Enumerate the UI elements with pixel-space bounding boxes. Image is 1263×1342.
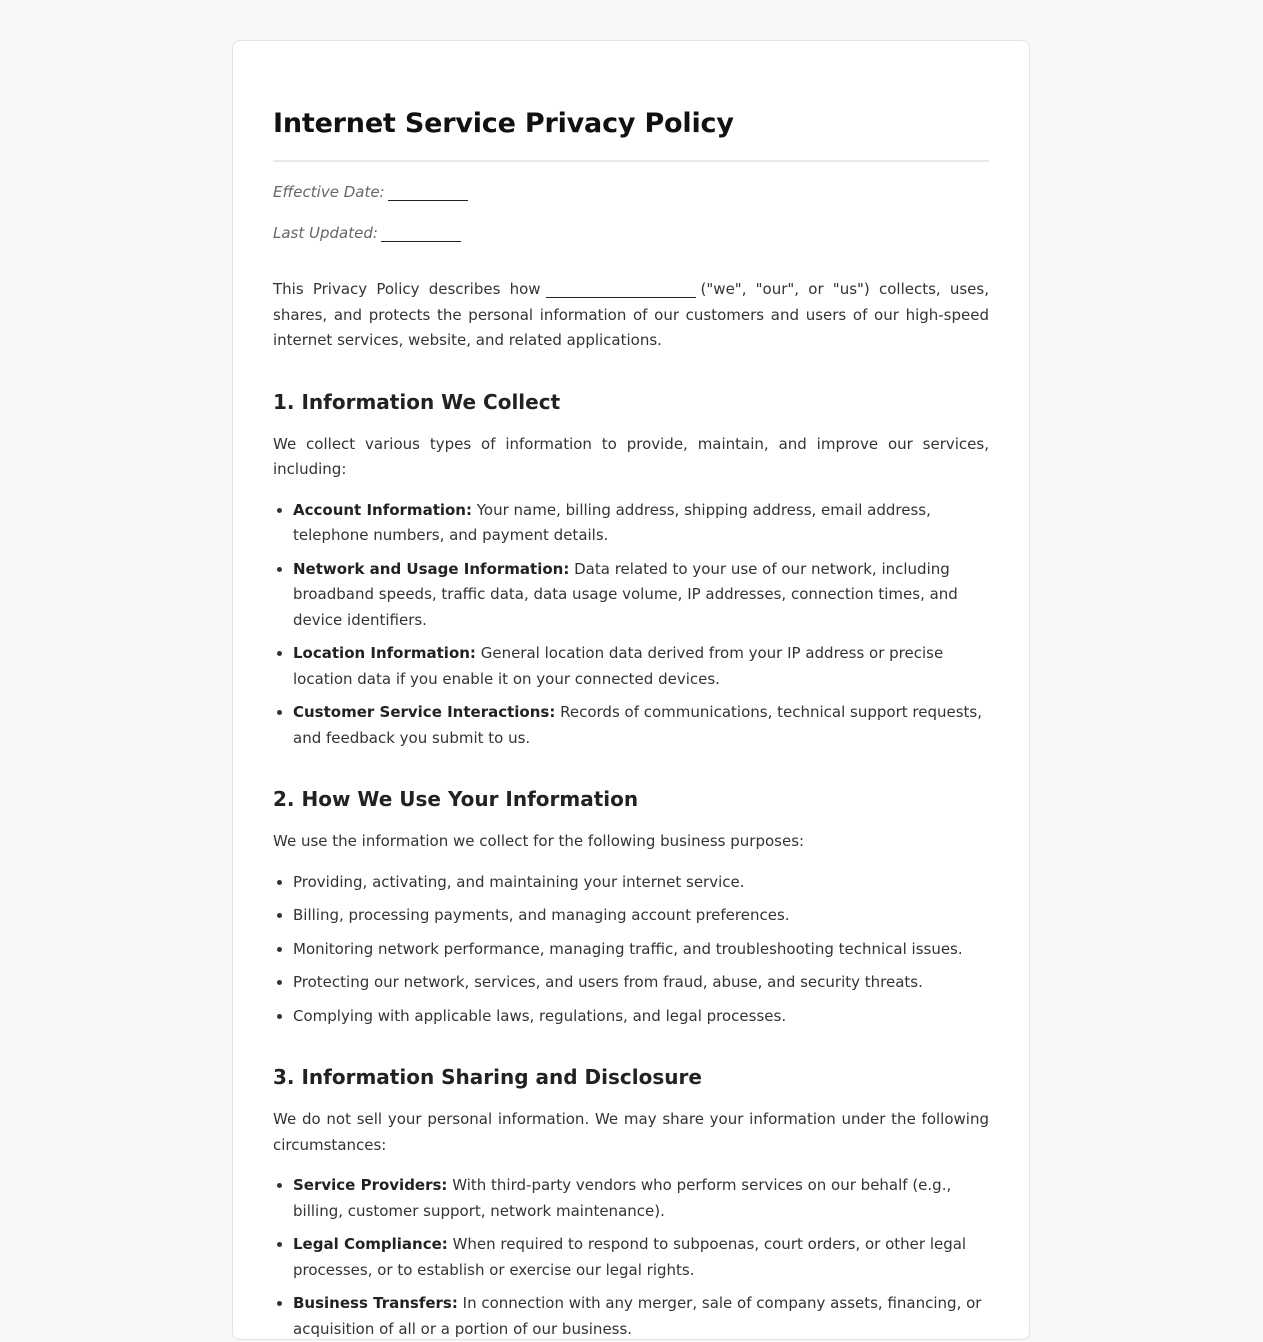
- list-item-term: Account Information:: [293, 500, 472, 519]
- list-item-text: When required to respond to subpoenas, court orders, or other legal processes, or to establish or exercise our legal rights.: [293, 1235, 967, 1279]
- intro-text-before: This Privacy Policy describes how: [273, 280, 541, 298]
- list-item-term: Service Providers:: [293, 1176, 448, 1194]
- effective-date-label: Effective Date:: [273, 183, 385, 201]
- list-item-text: General location data derived from your IP address or precise location data if you enable it on your connected devices.: [293, 644, 944, 688]
- list-item: [293, 970, 989, 996]
- list-item-text: Data related to your use of our network, including broadband speeds, traffic data, data usage volume, IP addresses, connection times, and device identifiers.: [293, 559, 958, 629]
- list-item-text: With third-party vendors who perform services on our behalf (e.g., billing, customer support, network maintenance).: [293, 1176, 952, 1220]
- bullet-list: [273, 1173, 989, 1342]
- section-lead: We use the information we collect for the following business purposes:: [273, 832, 805, 850]
- list-item-term: Network and Usage Information:: [293, 559, 570, 578]
- list-item: [293, 1291, 989, 1342]
- list-item: [293, 1232, 989, 1283]
- list-item: [293, 1004, 989, 1030]
- section-heading: 2. How We Use Your Information: [273, 787, 639, 811]
- list-item-text: Providing, activating, and maintaining your internet service.: [293, 872, 745, 891]
- section-heading: 3. Information Sharing and Disclosure: [273, 1065, 702, 1089]
- list-item-text: Records of communications, technical support requests, and feedback you submit to us.: [293, 703, 982, 747]
- list-item: [293, 700, 989, 751]
- list-item-term: Location Information:: [293, 644, 476, 662]
- list-item-term: Legal Compliance:: [293, 1235, 448, 1253]
- list-item-text: Your name, billing address, shipping address, email address, telephone numbers, and payment details.: [293, 500, 931, 544]
- list-item-text: Monitoring network performance, managing traffic, and troubleshooting technical issues.: [293, 939, 963, 958]
- list-item-text: Billing, processing payments, and managing account preferences.: [293, 906, 790, 924]
- last-updated-label: Last Updated:: [273, 224, 378, 242]
- policy-card: [232, 40, 1030, 1340]
- title-divider: [273, 160, 989, 162]
- list-item-term: Business Transfers:: [293, 1294, 458, 1312]
- last-updated-blank: [381, 240, 461, 242]
- list-item: [293, 641, 989, 692]
- list-item-text: Protecting our network, services, and users from fraud, abuse, and security threats.: [293, 973, 923, 991]
- effective-date-blank: [388, 199, 468, 201]
- list-item: [293, 1173, 989, 1224]
- section-lead: We do not sell your personal information. We may share your information under the following circumstances:: [273, 1110, 989, 1154]
- list-item-text: Complying with applicable laws, regulations, and legal processes.: [293, 1006, 787, 1025]
- company-name-blank: [546, 296, 696, 298]
- bullet-list: [273, 870, 989, 1030]
- list-item-term: Customer Service Interactions:: [293, 703, 556, 721]
- section-heading: 1. Information We Collect: [273, 389, 561, 414]
- list-item: [293, 903, 989, 929]
- list-item: [293, 937, 989, 963]
- list-item: [293, 498, 989, 549]
- list-item-text: In connection with any merger, sale of company assets, financing, or acquisition of all or a portion of our business.: [293, 1294, 982, 1338]
- list-item: [293, 870, 989, 896]
- intro-paragraph: [273, 277, 989, 354]
- page-title: Internet Service Privacy Policy: [273, 108, 734, 139]
- list-item: [293, 557, 989, 634]
- effective-date-line: [273, 182, 989, 202]
- section-lead: We collect various types of information to provide, maintain, and improve our services, including:: [273, 434, 989, 478]
- last-updated-line: [273, 223, 989, 243]
- bullet-list: [273, 498, 989, 752]
- intro-text-after: ("we", "our", or "us") collects, uses, shares, and protects the personal information of our customers and users of our high-speed internet services, website, and related applications.: [273, 280, 989, 349]
